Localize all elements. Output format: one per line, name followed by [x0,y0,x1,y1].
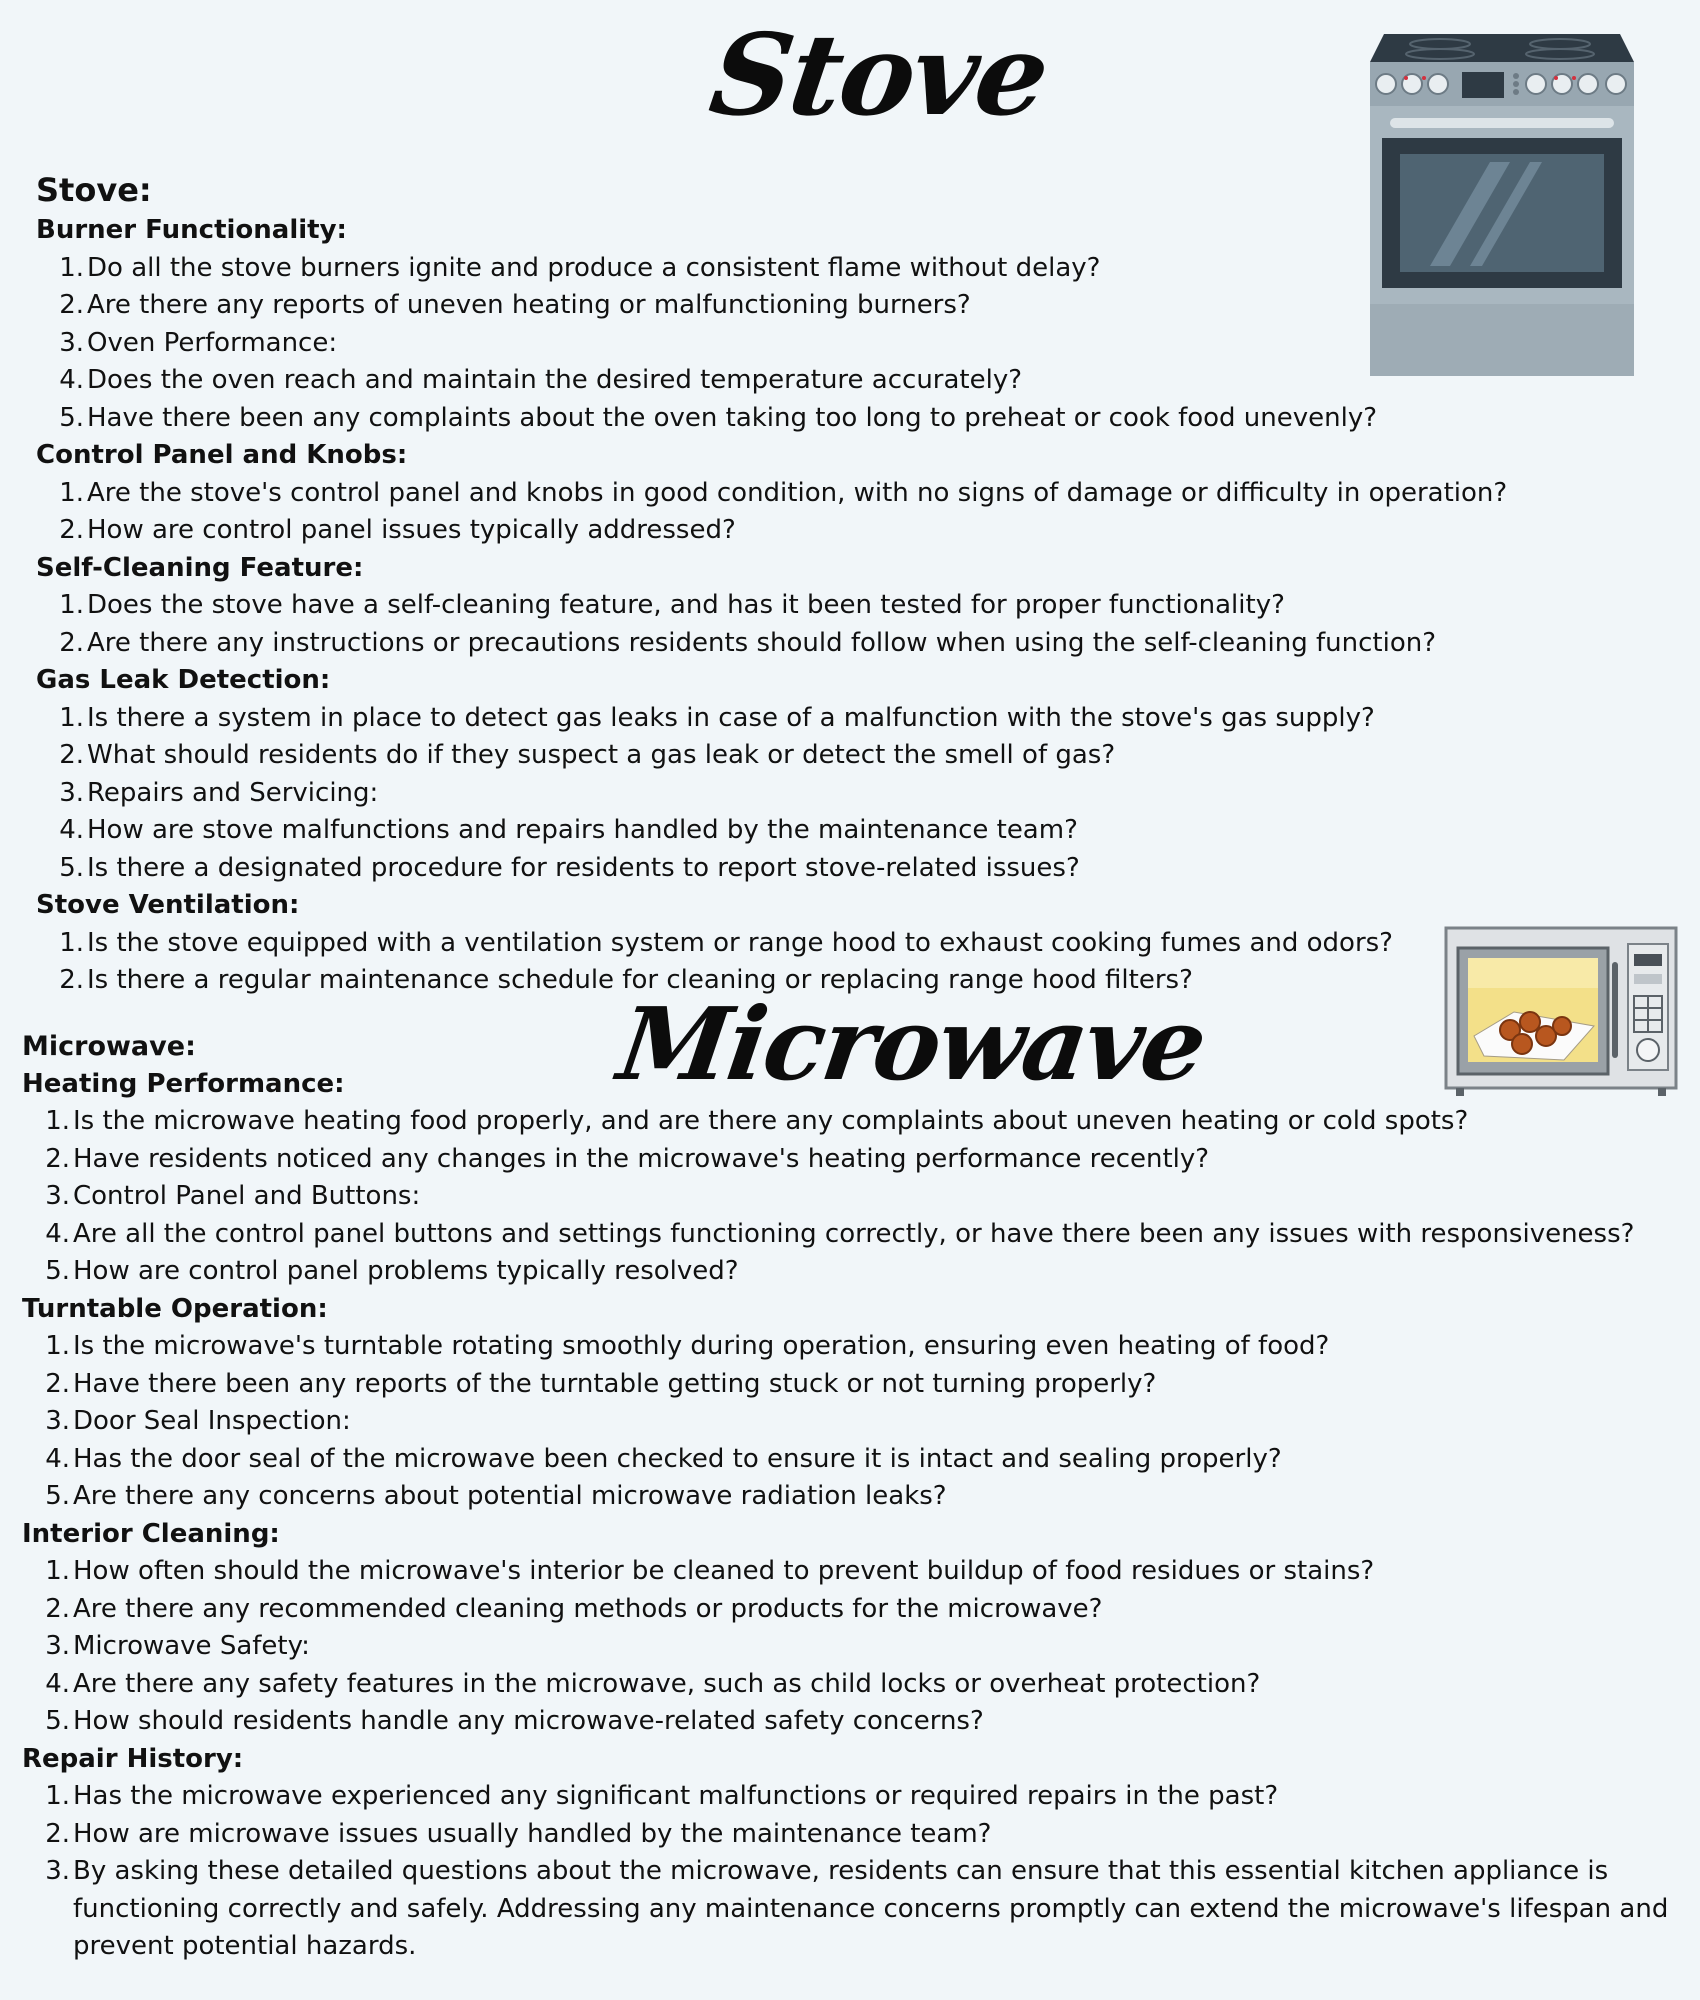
list-item-number: 1. [59,477,84,508]
list-item-number: 4. [45,1668,70,1699]
list-item-text: Are there any concerns about potential microwave radiation leaks? [73,1481,947,1511]
list-item [36,775,1536,813]
list-item-text: Repairs and Servicing: [87,777,379,808]
list-item-number: 3. [45,1181,70,1211]
list-item-text: Is there a system in place to detect gas leaks in case of a malfunction with the stove's gas supply? [87,702,1375,733]
list-item-text: Oven Performance: [87,327,338,358]
group-heading: Turntable Operation: [22,1293,328,1324]
list-item-number: 3. [45,1856,70,1886]
list-item-number: 5. [59,852,84,883]
microwave-heading: Microwave: [22,1031,196,1062]
list-item [22,1666,1682,1704]
list-item-number: 1. [45,1781,70,1811]
list-item-text: Are all the control panel buttons and settings functioning correctly, or have there been any issues with responsiveness? [73,1218,1635,1249]
list-item-text: Is there a designated procedure for residents to report stove-related issues? [87,852,1080,883]
list-item-text: Is the microwave heating food properly, and are there any complaints about uneven heating or cold spots? [73,1106,1469,1136]
list-item-text: Does the oven reach and maintain the desired temperature accurately? [87,365,1023,395]
list-item-text: How are stove malfunctions and repairs handled by the maintenance team? [87,815,1078,845]
stove-title: Stove [702,10,1055,141]
list-item-number: 2. [45,1368,70,1399]
list-item-text: By asking these detailed questions about the microwave, residents can ensure that this essential kitchen appliance is functioning correctly and safely. Addressing any maintenance concerns promptly can extend the microwave's lifespan and prevent potential hazards. [73,1856,1669,1961]
list-item-number: 4. [45,1443,70,1474]
list-item-text: How should residents handle any microwave-related safety concerns? [73,1706,984,1736]
list-item [22,1703,1682,1741]
question-list [36,250,1536,438]
microwave-section [22,1028,1682,1966]
group-heading: Interior Cleaning: [22,1518,280,1549]
list-item-text: How are microwave issues usually handled by the maintenance team? [73,1818,992,1849]
list-item-text: Are the stove's control panel and knobs in good condition, with no signs of damage or difficulty in operation? [87,477,1508,508]
list-item-number: 2. [45,1593,70,1624]
list-item-number: 2. [59,515,84,545]
list-item [22,1328,1682,1366]
list-item-number: 2. [59,965,84,995]
list-item-text: How are control panel issues typically addressed? [87,515,736,545]
list-item [36,850,1536,888]
list-item [22,1591,1682,1629]
list-item-text: Do all the stove burners ignite and produce a consistent flame without delay? [87,252,1101,283]
question-list [36,925,1536,1000]
list-item-number: 5. [45,1481,70,1511]
list-item [36,250,1536,288]
list-item-text: Is the stove equipped with a ventilation system or range hood to exhaust cooking fumes and odors? [87,927,1393,958]
list-item [36,737,1536,775]
list-item [36,625,1536,663]
list-item-number: 2. [45,1143,70,1174]
list-item-text: Has the door seal of the microwave been checked to ensure it is intact and sealing properly? [73,1443,1282,1474]
list-item-number: 5. [45,1706,70,1736]
list-item-number: 3. [45,1406,70,1436]
list-item [22,1366,1682,1404]
list-item [36,587,1536,625]
list-item [36,925,1536,963]
group-heading: Gas Leak Detection: [36,665,331,695]
list-item-text: Has the microwave experienced any significant malfunctions or required repairs in the past? [73,1781,1279,1811]
group-heading: Heating Performance: [22,1068,345,1099]
list-item-text: Is there a regular maintenance schedule for cleaning or replacing range hood filters? [87,965,1193,995]
list-item-text: Does the stove have a self-cleaning feature, and has it been tested for proper functionality? [87,590,1285,620]
list-item [36,700,1536,738]
question-list [36,475,1536,550]
list-item-text: Is the microwave's turntable rotating smoothly during operation, ensuring even heating of food? [73,1331,1330,1361]
list-item-number: 1. [59,590,84,620]
list-item-text: Have residents noticed any changes in the microwave's heating performance recently? [73,1143,1210,1174]
list-item-text: Have there been any reports of the turntable getting stuck or not turning properly? [73,1368,1157,1399]
list-item [22,1253,1682,1291]
list-item [22,1141,1682,1179]
list-item-number: 1. [45,1556,70,1586]
group-heading: Burner Functionality: [36,215,347,245]
list-item-number: 1. [59,702,84,733]
list-item [36,812,1536,850]
list-item-number: 4. [45,1218,70,1249]
group-heading: Stove Ventilation: [36,890,300,920]
list-item-text: Are there any safety features in the microwave, such as child locks or overheat protection? [73,1668,1261,1699]
list-item-number: 4. [59,365,84,395]
group-heading: Self-Cleaning Feature: [36,552,364,583]
list-item [36,325,1536,363]
list-item [36,362,1536,400]
list-item-number: 1. [59,927,84,958]
microwave-title: Microwave [611,985,1212,1103]
question-list [22,1103,1682,1291]
list-item-number: 3. [45,1631,70,1661]
list-item-number: 4. [59,815,84,845]
group-heading: Control Panel and Knobs: [36,440,408,470]
list-item-number: 1. [45,1331,70,1361]
list-item-text: How are control panel problems typically resolved? [73,1256,739,1286]
stove-heading: Stove: [36,171,152,209]
list-item-number: 5. [45,1256,70,1286]
list-item-text: Door Seal Inspection: [73,1406,351,1436]
list-item-text: Are there any instructions or precautions residents should follow when using the self-cleaning function? [87,627,1437,658]
list-item [36,400,1536,438]
question-list [22,1553,1682,1741]
list-item [22,1103,1682,1141]
list-item [22,1403,1682,1441]
group-heading: Repair History: [22,1743,244,1774]
list-item-text: What should residents do if they suspect a gas leak or detect the smell of gas? [87,740,1116,770]
list-item-text: Microwave Safety: [73,1631,310,1661]
stove-section [36,168,1536,1000]
list-item [22,1216,1682,1254]
list-item [22,1816,1682,1854]
list-item [22,1441,1682,1479]
question-list [36,587,1536,662]
list-item [22,1478,1682,1516]
list-item-text: Control Panel and Buttons: [73,1181,421,1211]
list-item-number: 2. [59,740,84,770]
list-item-number: 3. [59,777,84,808]
list-item-number: 2. [59,627,84,658]
list-item-text: Have there been any complaints about the oven taking too long to preheat or cook food unevenly? [87,402,1378,433]
list-item-number: 1. [59,252,84,283]
list-item-number: 2. [45,1818,70,1849]
list-item-text: How often should the microwave's interior be cleaned to prevent buildup of food residues or stains? [73,1556,1375,1586]
list-item-number: 2. [59,290,84,320]
question-list [22,1778,1682,1966]
list-item [22,1853,1682,1966]
list-item [36,512,1536,550]
list-item [22,1778,1682,1816]
list-item-number: 3. [59,327,84,358]
list-item [36,475,1536,513]
question-list [36,700,1536,888]
list-item-text: Are there any reports of uneven heating or malfunctioning burners? [87,290,971,320]
list-item [36,287,1536,325]
list-item [22,1553,1682,1591]
list-item-number: 5. [59,402,84,433]
list-item [22,1628,1682,1666]
list-item-text: Are there any recommended cleaning methods or products for the microwave? [73,1593,1103,1624]
question-list [22,1328,1682,1516]
list-item [22,1178,1682,1216]
list-item-number: 1. [45,1106,70,1136]
list-item [36,962,1536,1000]
